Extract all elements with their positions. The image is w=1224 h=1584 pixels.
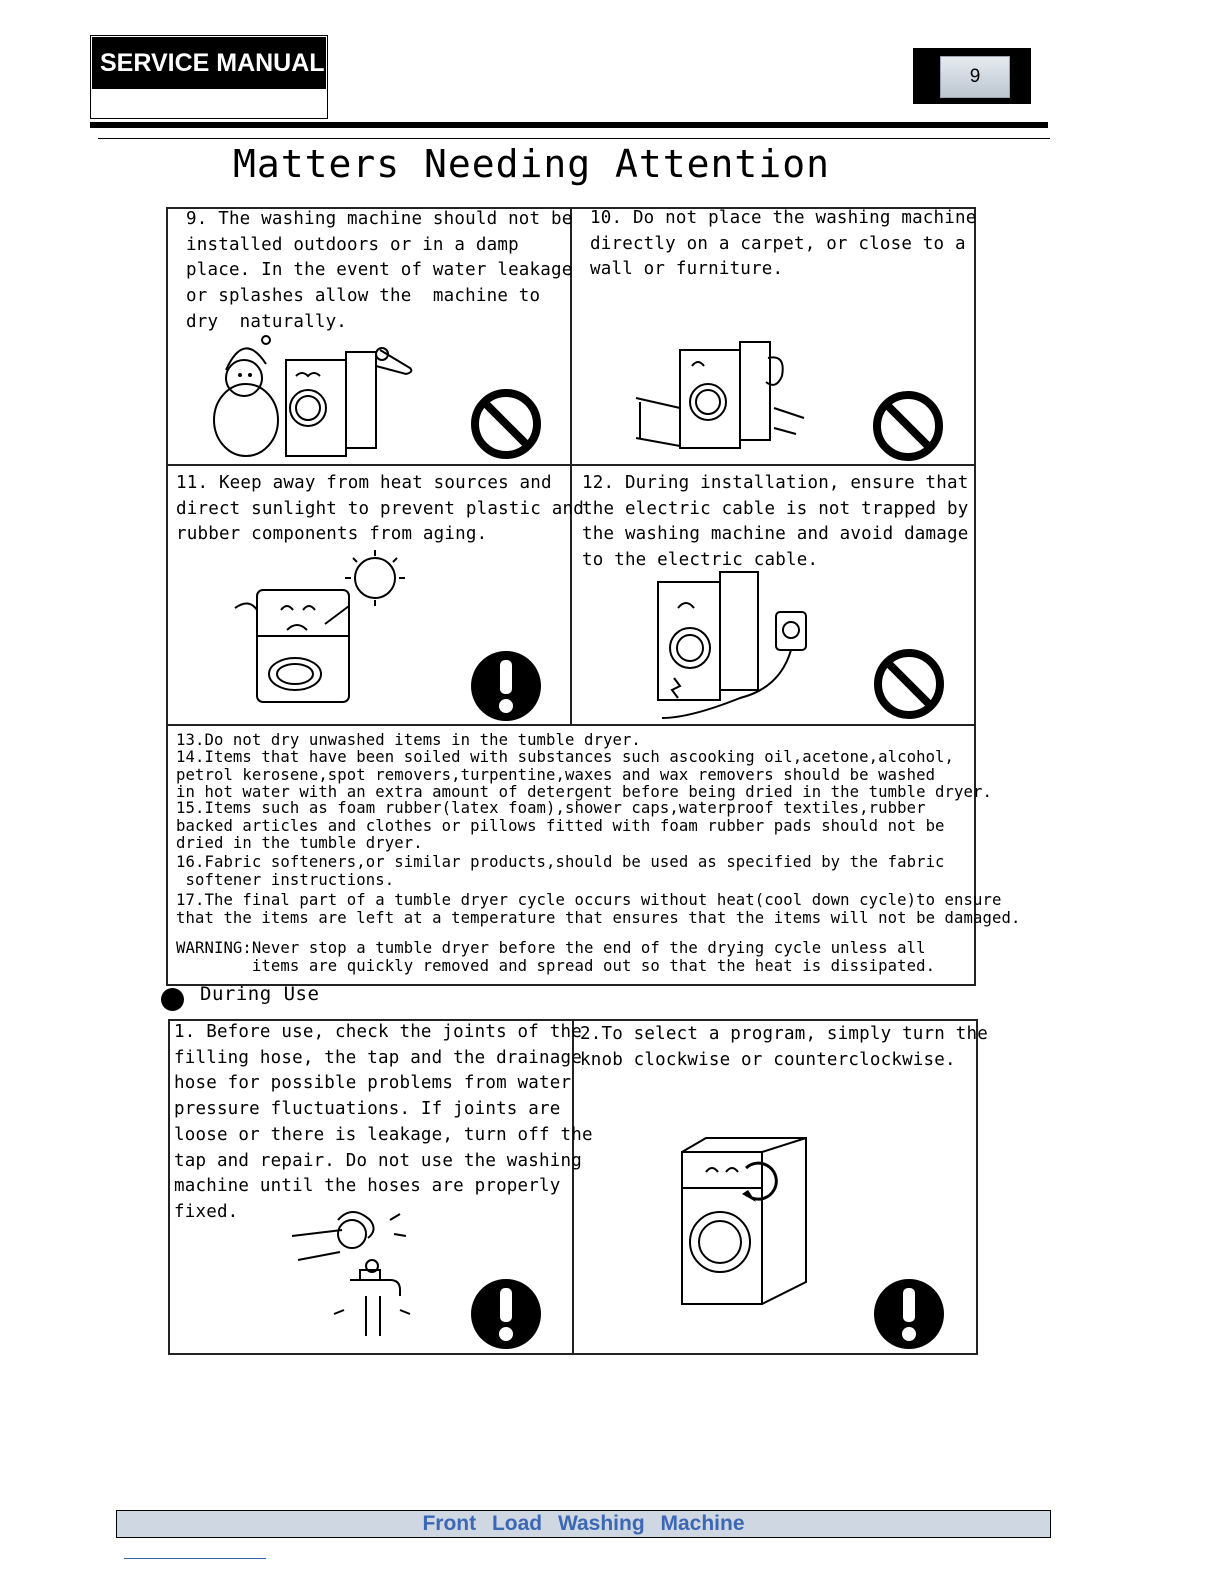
note-9: 9. The washing machine should not be installed outdoors or in a damp place. In the event of water leakage or splashes allow the machine to dry naturally. xyxy=(186,209,573,332)
illustration-program-knob xyxy=(676,1132,816,1310)
service-manual-badge: SERVICE MANUAL xyxy=(92,37,326,89)
illustration-electric-cable xyxy=(650,568,820,726)
footer-underline xyxy=(124,1558,266,1559)
prohibition-icon xyxy=(470,388,544,462)
note-17: 17.The final part of a tumble dryer cycle occurs without heat(cool down cycle)to ensure that the items are left at a temperature that ensures that the items will not be damaged. xyxy=(176,891,1021,927)
note-14: 14.Items that have been soiled with substances such ascooking oil,acetone,alcohol, petrol kerosene,spot removers,turpentine,waxes and wax removers should be washed in hot water with an extra amount of detergent before being dried in the tumble dryer. xyxy=(176,748,992,802)
illustration-carpet-wall xyxy=(636,338,806,458)
header-rule-thick xyxy=(90,122,1048,128)
use-note-1: 1. Before use, check the joints of the filling hose, the tap and the drainage hose for possible problems from water pressure fluctuations. If joints are loose or there is leakage, turn off the tap and repair. Do not use the washing machine until the hoses are properly fixed. xyxy=(174,1022,593,1222)
illustration-heat-source xyxy=(225,550,420,715)
note-16: 16.Fabric softeners,or similar products,should be used as specified by the fabric softener instructions. xyxy=(176,853,945,889)
prohibition-icon xyxy=(873,648,947,722)
exclamation-icon xyxy=(873,1278,947,1352)
prohibition-icon xyxy=(872,390,946,464)
warning-note: WARNING:Never stop a tumble dryer before the end of the drying cycle unless all items are quickly removed and spread out so that the heat is dissipated. xyxy=(176,939,936,975)
upper-grid-divider-h xyxy=(166,464,976,466)
page-number: 9 xyxy=(940,56,1010,98)
note-15: 15.Items such as foam rubber(latex foam),shower caps,waterproof textiles,rubber backed articles and clothes or pillows fitted with foam rubber pads should not be dried in the tumble dryer. xyxy=(176,799,945,853)
exclamation-icon xyxy=(470,1278,544,1352)
exclamation-icon xyxy=(470,650,544,724)
note-11: 11. Keep away from heat sources and direct sunlight to prevent plastic and rubber components from aging. xyxy=(176,473,584,545)
footer-product-name: Front Load Washing Machine xyxy=(116,1510,1051,1538)
illustration-tap-hose xyxy=(290,1200,430,1345)
note-12: 12. During installation, ensure that the electric cable is not trapped by the washing machine and avoid damage to the electric cable. xyxy=(582,473,969,571)
page-title: Matters Needing Attention xyxy=(233,142,830,186)
use-note-2: 2.To select a program, simply turn the knob clockwise or counterclockwise. xyxy=(580,1024,988,1070)
bullet-icon xyxy=(161,988,184,1011)
during-use-heading: During Use xyxy=(200,983,320,1005)
note-13: 13.Do not dry unwashed items in the tumble dryer. xyxy=(176,731,641,749)
header-rule-thin xyxy=(98,138,1050,139)
note-10: 10. Do not place the washing machine directly on a carpet, or close to a wall or furniture. xyxy=(590,208,977,280)
illustration-outdoor-machine xyxy=(210,330,430,460)
